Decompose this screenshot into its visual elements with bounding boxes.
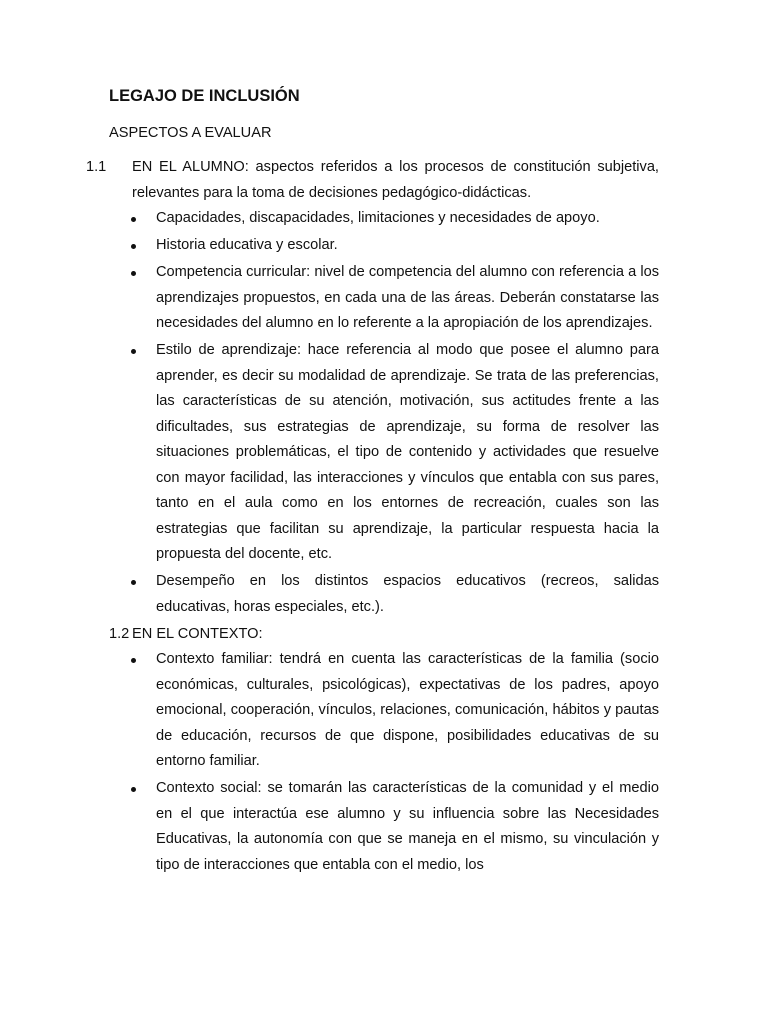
list-item xyxy=(109,776,659,878)
bullet-icon xyxy=(131,349,136,354)
bullet-icon xyxy=(131,580,136,585)
list-item xyxy=(109,233,659,259)
list-item-text: Desempeño en los distintos espacios educativos (recreos, salidas educativas, horas especiales, etc.). xyxy=(156,573,659,615)
bullet-icon xyxy=(131,658,136,663)
bullet-icon xyxy=(131,217,136,222)
section-2-heading-text: EN EL CONTEXTO: xyxy=(132,625,263,642)
section-2-number: 1.2 xyxy=(109,625,130,642)
list-item-text: Capacidades, discapacidades, limitaciones y necesidades de apoyo. xyxy=(156,210,600,226)
section-1-number: 1.1 xyxy=(86,159,107,175)
list-item-text: Contexto social: se tomarán las características de la comunidad y el medio en el que interactúa ese alumno y su influencia sobre las Necesidades Educativas, la autonomía con que se maneja en el mismo, su vinculación y tipo de interacciones que entabla con el medio, los xyxy=(156,780,659,873)
list-item xyxy=(109,206,659,232)
bullet-icon xyxy=(131,787,136,792)
list-item xyxy=(109,338,659,568)
list-item-text: Estilo de aprendizaje: hace referencia al modo que posee el alumno para aprender, es decir su modalidad de aprendizaje. Se trata de las preferencias, las características de su atención, motivación, sus actitudes frente a las dificultades, sus estrategias de aprendizaje, su forma de resolver las situaciones problemáticas, el tipo de contenido y actividades que resuelve con mayor facilidad, las interacciones y vínculos que entabla con sus pares, tanto en el aula como en los entornes de recreación, cuales son las estrategias que facilitan su aprendizaje, la particular respuesta hacia la propuesta del docente, etc. xyxy=(156,342,659,562)
section-2-heading xyxy=(109,622,659,648)
list-item-text: Competencia curricular: nivel de competencia del alumno con referencia a los aprendizajes propuestos, en cada una de las áreas. Deberán constatarse las necesidades del alumno en lo referente a la apropiación de los aprendizajes. xyxy=(156,264,659,331)
section-1-heading-text: EN EL ALUMNO: aspectos referidos a los procesos de constitución subjetiva, relevantes para la toma de decisiones pedagógico-didácticas. xyxy=(132,159,659,201)
list-item xyxy=(109,260,659,337)
list-item xyxy=(109,569,659,620)
list-item-text: Contexto familiar: tendrá en cuenta las características de la familia (socio económicas, culturales, psicológicas), expectativas de los padres, apoyo emocional, cooperación, vínculos, relaciones, comunicación, hábitos y pautas de educación, recursos de que dispone, posibilidades educativas de su entorno familiar. xyxy=(156,651,659,769)
list-item-text: Historia educativa y escolar. xyxy=(156,237,338,253)
section-1-heading xyxy=(86,155,659,206)
document-subtitle: ASPECTOS A EVALUAR xyxy=(109,125,272,141)
section-2-list xyxy=(109,647,659,878)
document-title: LEGAJO DE INCLUSIÓN xyxy=(109,87,300,105)
bullet-icon xyxy=(131,271,136,276)
list-item xyxy=(109,647,659,775)
bullet-icon xyxy=(131,244,136,249)
section-1-list xyxy=(109,206,659,620)
document-page xyxy=(86,84,659,880)
